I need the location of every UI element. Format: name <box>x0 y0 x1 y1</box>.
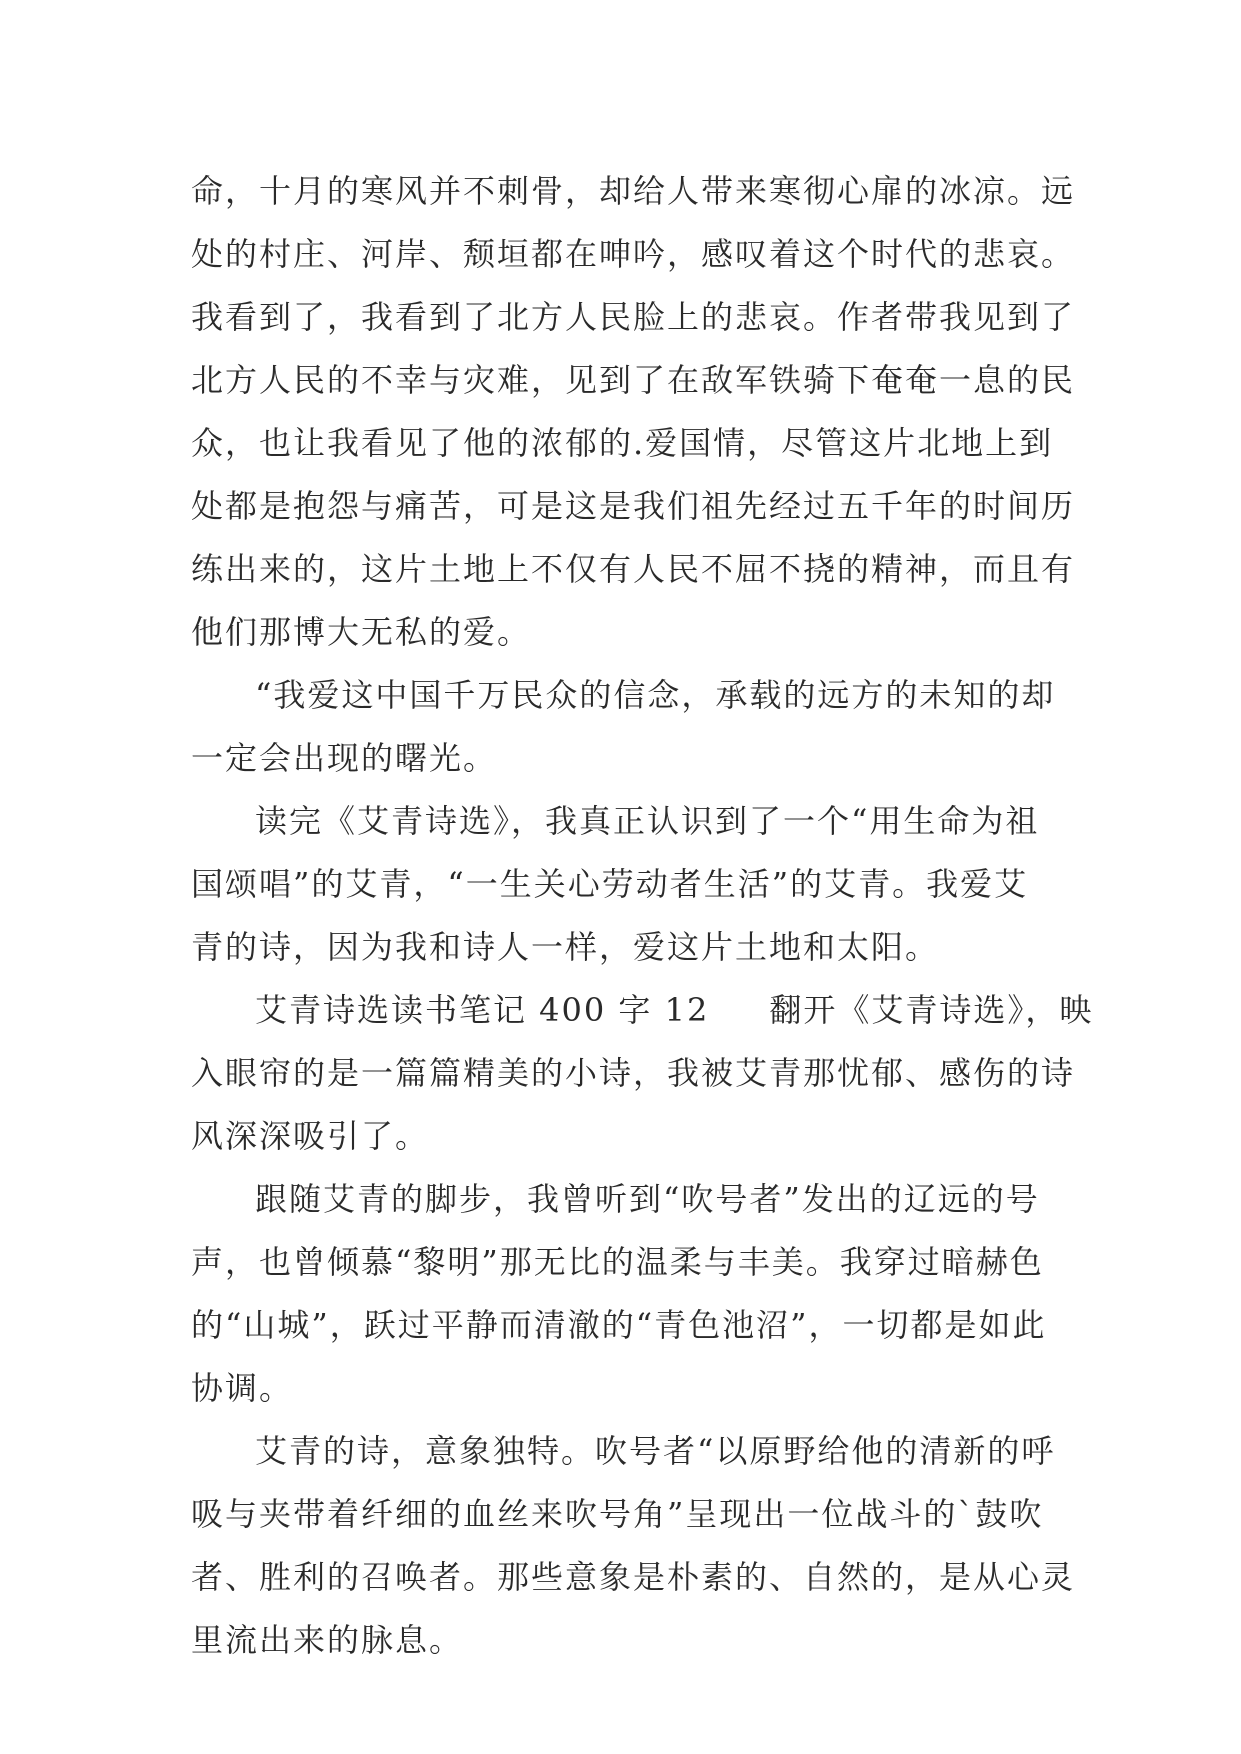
text-line: 入眼帘的是一篇篇精美的小诗，我被艾青那忧郁、感伤的诗 <box>191 1054 1076 1092</box>
text-line: 我看到了，我看到了北方人民脸上的悲哀。作者带我见到了 <box>191 298 1076 336</box>
text-line: 国颂唱”的艾青，“一生关心劳动者生活”的艾青。我爱艾 <box>191 865 1029 903</box>
text-line: 一定会出现的曙光。 <box>191 739 498 777</box>
text-line: 练出来的，这片土地上不仅有人民不屈不挠的精神，而且有 <box>191 550 1076 588</box>
text-line: 青的诗，因为我和诗人一样，爱这片土地和太阳。 <box>191 928 940 966</box>
section-heading: 艾青诗选读书笔记 400 字 12 <box>255 991 710 1029</box>
text-line: 风深深吸引了。 <box>191 1117 430 1155</box>
text-line: 他们那博大无私的爱。 <box>191 613 532 651</box>
text-line: 艾青的诗，意象独特。吹号者“以原野给他的清新的呼 <box>255 1432 1056 1470</box>
text-line: 声，也曾倾慕“黎明”那无比的温柔与丰美。我穿过暗赫色 <box>191 1243 1044 1281</box>
text-line: 吸与夹带着纤细的血丝来吹号角”呈现出一位战斗的`鼓吹 <box>191 1495 1044 1533</box>
text-line: “我爱这中国千万民众的信念，承载的远方的未知的却 <box>255 676 1056 714</box>
text-line: 协调。 <box>191 1369 294 1407</box>
text-line: 北方人民的不幸与灾难，见到了在敌军铁骑下奄奄一息的民 <box>191 361 1076 399</box>
text-line: 跟随艾青的脚步，我曾听到“吹号者”发出的辽远的号 <box>255 1180 1040 1218</box>
text-line: 处的村庄、河岸、颓垣都在呻吟，感叹着这个时代的悲哀。 <box>191 235 1076 273</box>
text-line: 里流出来的脉息。 <box>191 1621 464 1659</box>
text-line: 读完《艾青诗选》，我真正认识到了一个“用生命为祖 <box>255 802 1040 840</box>
text-line: 命，十月的寒风并不刺骨，却给人带来寒彻心扉的冰凉。远 <box>191 172 1076 210</box>
text-line-heading <box>191 979 1094 1042</box>
text-line: 处都是抱怨与痛苦，可是这是我们祖先经过五千年的时间历 <box>191 487 1076 525</box>
text-line: 众，也让我看见了他的浓郁的.爱国情，尽管这片北地上到 <box>191 424 1054 462</box>
text-line: 的“山城”，跃过平静而清澈的“青色池沼”，一切都是如此 <box>191 1306 1047 1344</box>
body-text <box>191 160 1094 1672</box>
text-line: 者、胜利的召唤者。那些意象是朴素的、自然的，是从心灵 <box>191 1558 1076 1596</box>
section-first-text: 翻开《艾青诗选》，映 <box>769 991 1094 1029</box>
